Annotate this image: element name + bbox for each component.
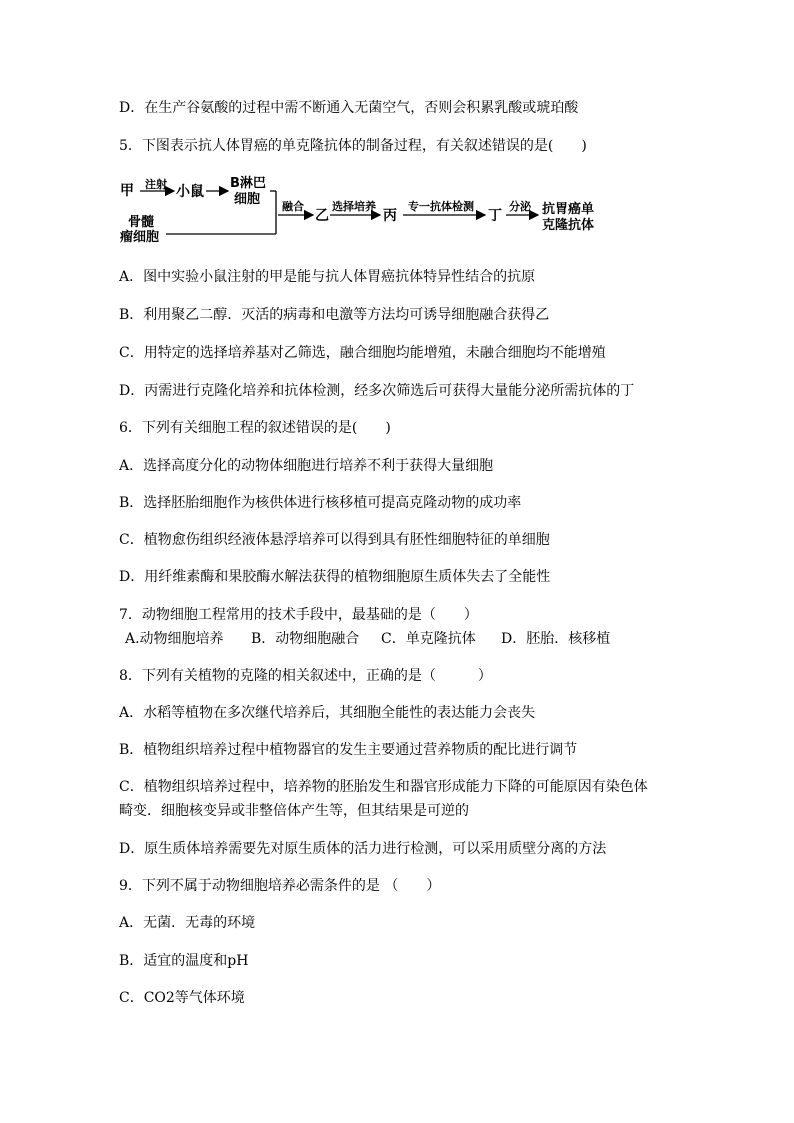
q4-option-d: D．在生产谷氨酸的过程中需不断通入无菌空气，否则会积累乳酸或琥珀酸 [119,100,579,116]
q9-stem: 9．下列不属于动物细胞培养必需条件的是 （ ） [119,878,441,894]
q8-stem: 8．下列有关植物的克隆的相关叙述中，正确的是（ ） [119,668,492,684]
q6-option-b: B．选择胚胎细胞作为核供体进行核移植可提高克隆动物的成功率 [119,495,522,511]
q9-option-b: B．适宜的温度和pH [119,953,249,969]
q5-option-a: A．图中实验小鼠注射的甲是能与抗人体胃癌抗体特异性结合的抗原 [119,269,536,285]
diagram-myeloma-1: 骨髓 [128,215,155,230]
q7-options [125,630,610,648]
monoclonal-antibody-diagram [118,174,638,244]
q8-option-d: D．原生质体培养需要先对原生质体的活力进行检测，可以采用质壁分离的方法 [119,841,607,857]
q7-option-d: D．胚胎．核移植 [501,631,611,647]
q6-option-a: A．选择高度分化的动物体细胞进行培养不利于获得大量细胞 [119,458,494,474]
q7-option-c: C．单克隆抗体 [381,631,476,647]
q9-option-a: A．无菌．无毒的环境 [119,915,256,931]
q9-option-c: C．CO2等气体环境 [119,990,245,1006]
q8-option-a: A．水稻等植物在多次继代培养后，其细胞全能性的表达能力会丧失 [119,705,536,721]
diagram-secrete-label: 分泌 [509,200,531,213]
diagram-fusion-label: 融合 [282,200,304,213]
diagram-mouse: 小鼠 [176,184,204,200]
q7-option-a: A.动物细胞培养 [125,631,224,647]
q5-option-d: D．丙需进行克隆化培养和抗体检测，经多次筛选后可获得大量能分泌所需抗体的丁 [119,383,635,399]
q5-stem: 5．下图表示抗人体胃癌的单克隆抗体的制备过程，有关叙述错误的是( ) [119,138,587,154]
diagram-bcell-1: B淋巴 [230,176,266,191]
q5-option-c: C．用特定的选择培养基对乙筛选，融合细胞均能增殖，未融合细胞均不能增殖 [119,345,606,361]
q6-option-c: C．植物愈伤组织经液体悬浮培养可以得到具有胚性细胞特征的单细胞 [119,532,550,548]
diagram-bcell-2: 细胞 [234,192,261,207]
q7-option-b: B．动物细胞融合 [251,631,360,647]
diagram-jia: 甲 [120,183,134,199]
q5-option-b: B．利用聚乙二醇．灭活的病毒和电激等方法均可诱导细胞融合获得乙 [119,307,550,323]
diagram-product-1: 抗胃癌单 [542,202,595,217]
diagram-ding: 丁 [488,208,502,224]
diagram-product-2: 克隆抗体 [542,218,595,233]
q6-option-d: D．用纤维素酶和果胶酶水解法获得的植物细胞原生质体失去了全能性 [119,569,551,585]
diagram-yi: 乙 [315,208,329,224]
q6-stem: 6．下列有关细胞工程的叙述错误的是( ) [119,420,391,436]
diagram-myeloma-2: 瘤细胞 [120,230,160,244]
q8-option-c-line1: C．植物组织培养过程中，培养物的胚胎发生和器官形成能力下降的可能原因有染色体 [119,779,648,795]
diagram-inject-label: 注射 [145,178,167,191]
diagram-test-label: 专一抗体检测 [408,200,474,213]
q7-stem: 7．动物细胞工程常用的技术手段中，最基础的是（ ） [119,607,478,623]
diagram-select-label: 选择培养 [332,200,376,213]
q8-option-b: B．植物组织培养过程中植物器官的发生主要通过营养物质的配比进行调节 [119,742,578,758]
q8-option-c-line2: 畸变．细胞核变异或非整倍体产生等，但其结果是可逆的 [119,803,469,819]
diagram-bing: 丙 [383,208,397,224]
